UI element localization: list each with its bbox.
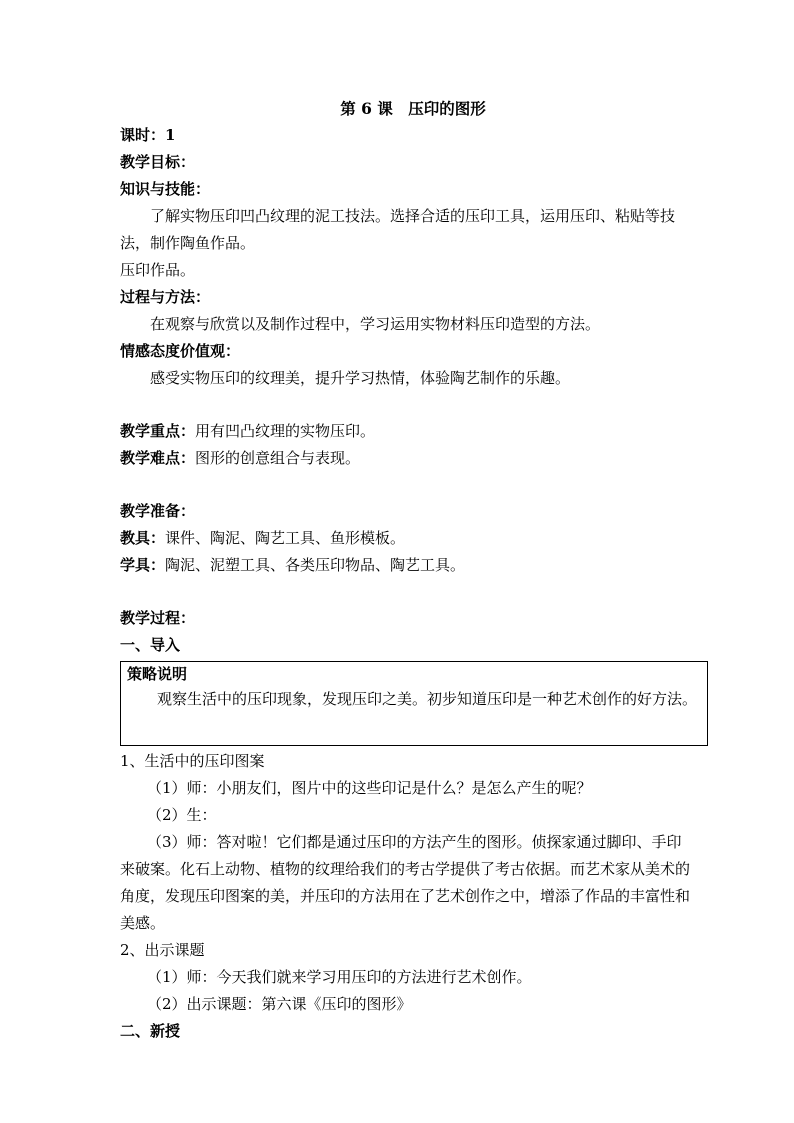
item-1-sub-1: （1）师：小朋友们，图片中的这些印记是什么？是怎么产生的呢？ <box>147 779 592 797</box>
objectives-heading: 教学目标： <box>120 153 196 171</box>
preparation-heading: 教学准备： <box>120 502 196 520</box>
student-tools-text: 陶泥、泥塑工具、各类压印物品、陶艺工具。 <box>165 556 466 574</box>
spacer <box>120 579 710 605</box>
teaching-process-heading: 教学过程： <box>120 609 196 627</box>
spacer <box>120 472 710 498</box>
section-2-heading: 二、新授 <box>120 1022 181 1040</box>
student-tools-label: 学具： <box>120 556 166 574</box>
student-tools <box>120 552 710 579</box>
teacher-tools-label: 教具： <box>120 529 166 547</box>
process-method-text: 在观察与欣赏以及制作过程中，学习运用实物材料压印造型的方法。 <box>150 315 601 333</box>
knowledge-extra: 压印作品。 <box>120 261 196 279</box>
class-hours: 课时：1 <box>120 126 176 144</box>
spacer <box>120 392 710 418</box>
emotion-text: 感受实物压印的纹理美，提升学习热情，体验陶艺制作的乐趣。 <box>150 369 571 387</box>
key-point-text: 用有凹凸纹理的实物压印。 <box>195 422 376 440</box>
knowledge-text: 了解实物压印凹凸纹理的泥工技法。选择合适的压印工具，运用压印、粘贴等技法，制作陶鱼作品。 <box>120 207 676 252</box>
difficulty-text: 图形的创意组合与表现。 <box>195 449 361 467</box>
strategy-text: 观察生活中的压印现象，发现压印之美。初步知道压印是一种艺术创作的好方法。 <box>157 690 698 708</box>
item-1-sub-3: （3）师：答对啦！它们都是通过压印的方法产生的图形。侦探家通过脚印、手印来破案。化石上动物、植物的纹理给我们的考古学提供了考古依据。而艺术家从美术的角度，发现压印图案的美，并压印的方法用在了艺术创作之中，增添了作品的丰富性和美感。 <box>120 833 691 932</box>
teacher-tools-text: 课件、陶泥、陶艺工具、鱼形模板。 <box>165 529 406 547</box>
item-1-heading: 1、生活中的压印图案 <box>120 752 265 770</box>
strategy-heading: 策略说明 <box>127 665 188 683</box>
document-page <box>120 96 710 1045</box>
teacher-tools <box>120 525 710 552</box>
section-1-heading: 一、导入 <box>120 636 181 654</box>
key-point <box>120 418 710 445</box>
strategy-box <box>120 661 708 746</box>
process-method-heading: 过程与方法： <box>120 288 211 306</box>
lesson-title: 第 6 课 压印的图形 <box>340 99 486 118</box>
item-1-sub-2: （2）生： <box>147 806 217 824</box>
item-2-sub-1: （1）师：今天我们就来学习用压印的方法进行艺术创作。 <box>147 968 532 986</box>
item-2-sub-2: （2）出示课题：第六课《压印的图形》 <box>147 995 412 1013</box>
key-point-label: 教学重点： <box>120 422 196 440</box>
item-2-heading: 2、出示课题 <box>120 941 205 959</box>
difficulty-point <box>120 445 710 472</box>
difficulty-label: 教学难点： <box>120 449 196 467</box>
knowledge-heading: 知识与技能： <box>120 180 211 198</box>
emotion-heading: 情感态度价值观： <box>120 342 241 360</box>
